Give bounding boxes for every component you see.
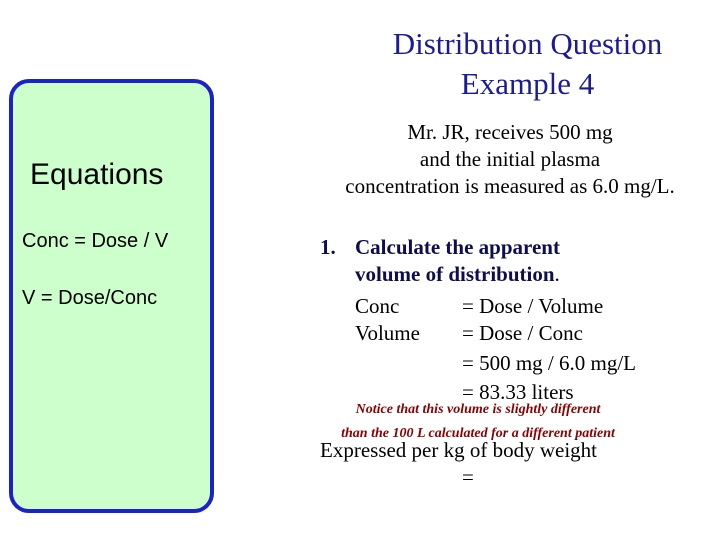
problem-line-3: concentration is measured as 6.0 mg/L. (345, 174, 675, 198)
title-line-1: Distribution Question (392, 26, 663, 61)
step-line-2-period: . (554, 262, 560, 286)
conc-formula: = Dose / Volume (462, 294, 604, 318)
step-line-2-text: volume of distribution (355, 262, 555, 286)
volume-label: Volume (355, 321, 420, 345)
note-line-1: Notice that this volume is slightly different (355, 402, 601, 417)
step-number: 1. (320, 235, 336, 259)
problem-line-2: and the initial plasma (419, 147, 601, 171)
calculation-line: = 500 mg / 6.0 mg/L (462, 351, 637, 375)
problem-statement (312, 119, 708, 200)
equation-volume: V = Dose/Conc (22, 287, 158, 309)
step-line-1: Calculate the apparent (355, 235, 560, 259)
title-line-2: Example 4 (460, 66, 595, 101)
result-line: = 83.33 liters (462, 380, 574, 404)
footer-line-2: = (462, 465, 474, 489)
footer-line-1: Expressed per kg of body weight (320, 438, 598, 462)
step-line-2 (355, 262, 560, 287)
volume-formula: = Dose / Conc (462, 321, 583, 345)
equations-heading: Equations (30, 158, 164, 191)
conc-label: Conc (355, 294, 400, 318)
problem-line-1: Mr. JR, receives 500 mg (407, 120, 613, 144)
equation-conc: Conc = Dose / V (22, 230, 169, 252)
slide-title (340, 24, 715, 104)
note-line-2: than the 100 L calculated for a different patient (341, 426, 615, 441)
